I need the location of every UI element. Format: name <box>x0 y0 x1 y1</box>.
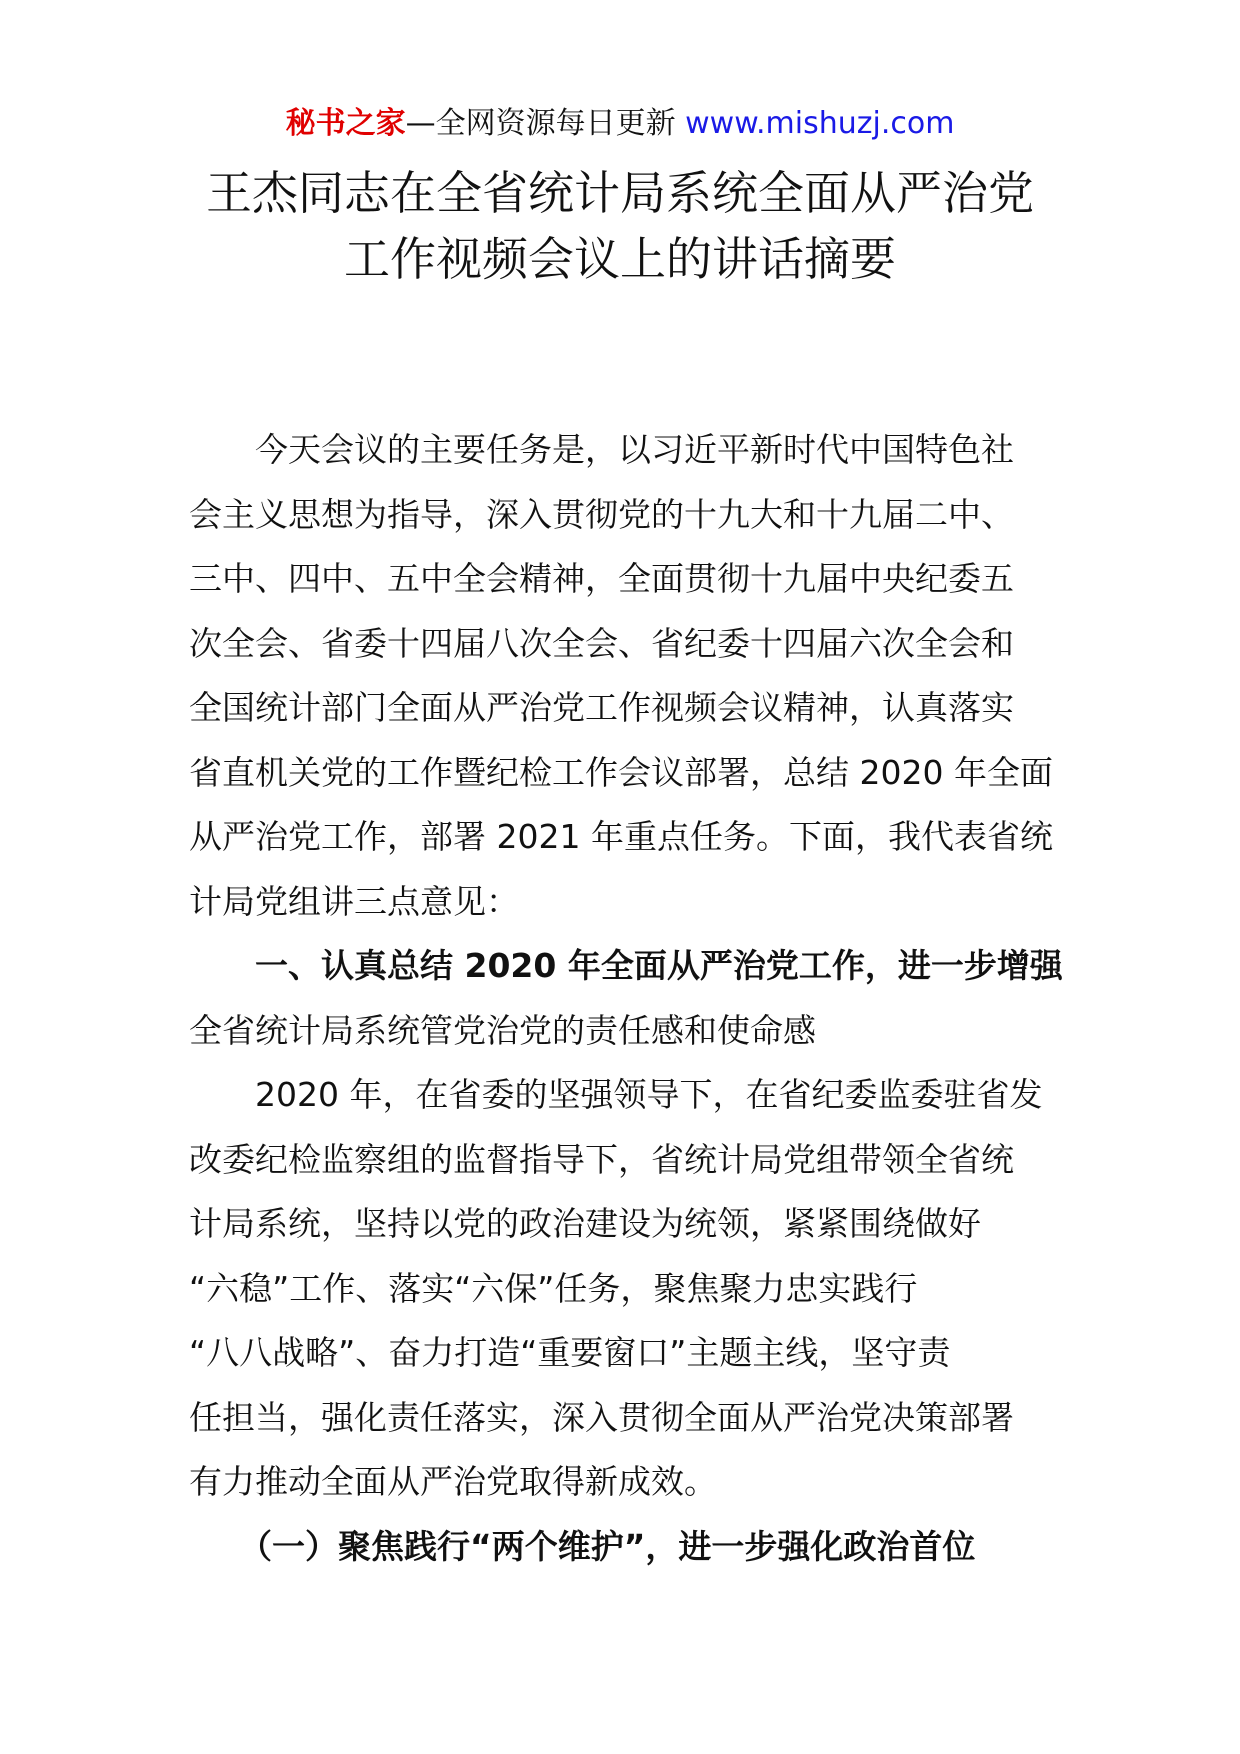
text-line: 2020 年，在省委的坚强领导下，在省纪委监委驻省发 <box>255 1075 1043 1114</box>
document-body <box>189 418 1063 1579</box>
text-line: 全国统计部门全面从严治党工作视频会议精神，认真落实 <box>189 688 1014 727</box>
text-line: “六稳”工作、落实“六保”任务，聚焦聚力忠实践行 <box>189 1268 918 1308</box>
text-line: 三中、四中、五中全会精神，全面贯彻十九届中央纪委五 <box>189 559 1014 598</box>
text-line: 有力推动全面从严治党取得新成效。 <box>189 1462 717 1501</box>
watermark-header <box>0 102 1240 146</box>
text-line: 今天会议的主要任务是，以习近平新时代中国特色社 <box>255 430 1014 469</box>
text-line: 计局党组讲三点意见： <box>189 881 519 921</box>
heading-line: 全省统计局系统管党治党的责任感和使命感 <box>189 1010 816 1050</box>
text-line: 次全会、省委十四届八次全会、省纪委十四届六次全会和 <box>189 623 1014 663</box>
title-line-2: 工作视频会议上的讲话摘要 <box>344 232 896 286</box>
text-line: 省直机关党的工作暨纪检工作会议部署，总结 2020 年全面 <box>189 752 1053 792</box>
text-line: 计局系统，坚持以党的政治建设为统领，紧紧围绕做好 <box>189 1204 981 1243</box>
paragraph-intro <box>189 418 1054 934</box>
section-heading-1 <box>189 934 1063 1063</box>
heading-line: （一）聚焦践行“两个维护”，进一步强化政治首位 <box>239 1526 976 1566</box>
text-line: 从严治党工作，部署 2021 年重点任务。下面，我代表省统 <box>189 817 1053 856</box>
text-line: 改委纪检监察组的监督指导下，省统计局党组带领全省统 <box>189 1139 1014 1179</box>
section-heading-1-1 <box>189 1515 1054 1580</box>
paragraph-2020-summary <box>189 1063 1054 1515</box>
brand-name: 秘书之家 <box>285 106 406 141</box>
site-url[interactable]: www.mishuzj.com <box>685 106 955 141</box>
text-line: 会主义思想为指导，深入贯彻党的十九大和十九届二中、 <box>189 494 1014 534</box>
text-line: “八八战略”、奋力打造“重要窗口”主题主线，坚守责 <box>189 1333 951 1372</box>
text-line: 任担当，强化责任落实，深入贯彻全面从严治党决策部署 <box>189 1397 1014 1437</box>
header-tagline: —全网资源每日更新 <box>405 106 686 141</box>
title-line-1: 王杰同志在全省统计局系统全面从严治党 <box>206 166 1034 220</box>
document-title <box>120 160 1120 292</box>
heading-line: 一、认真总结 2020 年全面从严治党工作，进一步增强 <box>255 946 1063 985</box>
